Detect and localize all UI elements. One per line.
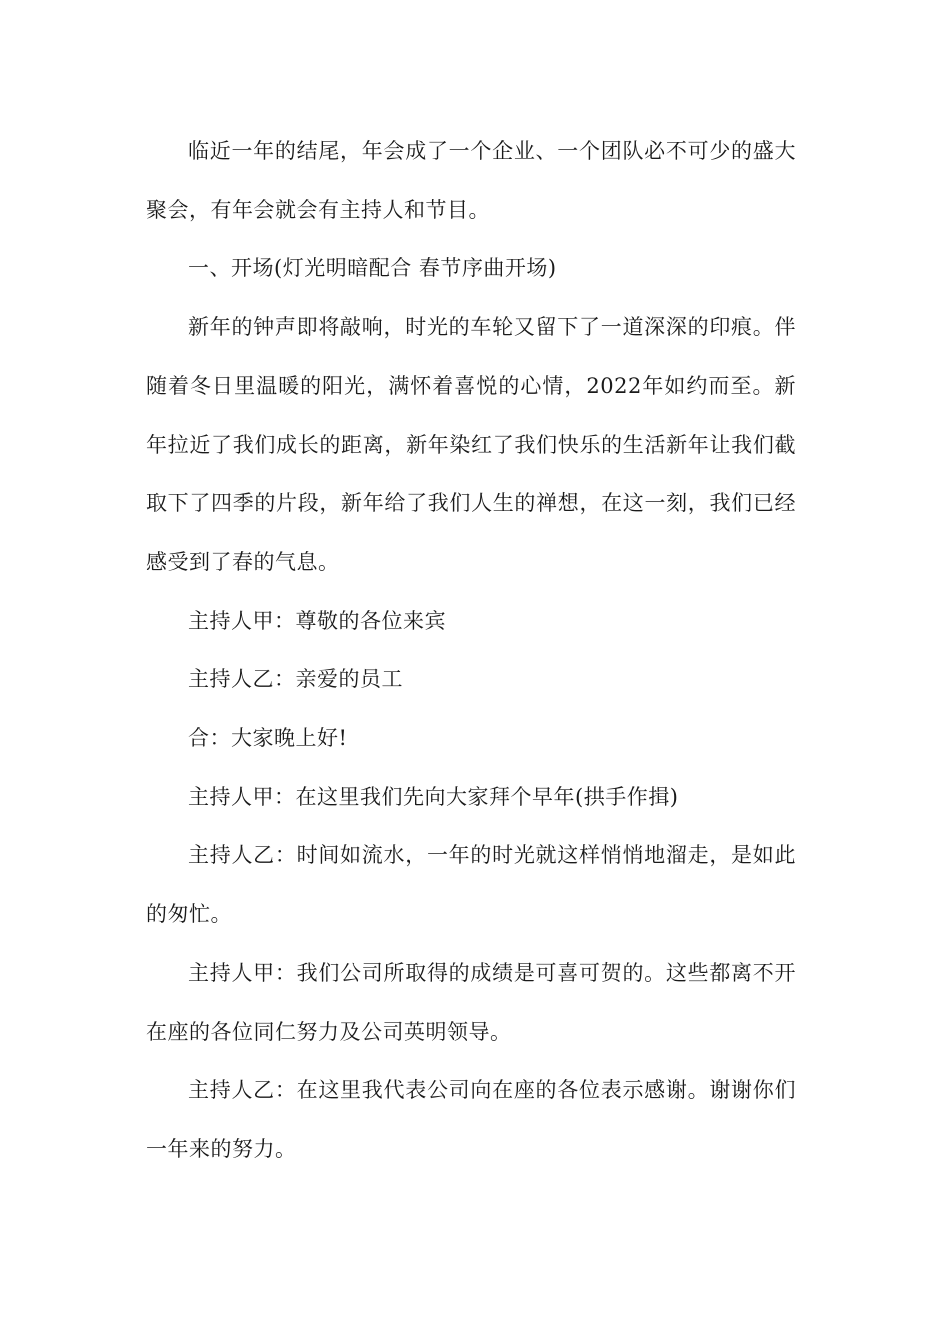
paragraph-host-a-3: 主持人甲：我们公司所取得的成绩是可喜可贺的。这些都离不开在座的各位同仁努力及公司英明领导。 xyxy=(146,960,796,1044)
paragraph-host-b-1: 主持人乙：亲爱的员工 xyxy=(188,667,403,692)
paragraph-section-heading: 一、开场(灯光明暗配合 春节序曲开场) xyxy=(188,256,557,281)
paragraph-opening-speech: 新年的钟声即将敲响，时光的车轮又留下了一道深深的印痕。伴随着冬日里温暖的阳光，满怀着喜悦的心情，2022年如约而至。新年拉近了我们成长的距离，新年染红了我们快乐的生活新年让我们截取下了四季的片段，新年给了我们人生的禅想，在这一刻，我们已经感受到了春的气息。 xyxy=(146,315,796,574)
paragraph-host-a-2: 主持人甲：在这里我们先向大家拜个早年(拱手作揖) xyxy=(188,784,679,809)
paragraph-host-a-1: 主持人甲：尊敬的各位来宾 xyxy=(188,608,446,633)
paragraph-together: 合：大家晚上好! xyxy=(188,726,348,751)
paragraph-host-b-2: 主持人乙：时间如流水，一年的时光就这样悄悄地溜走，是如此的匆忙。 xyxy=(146,843,796,927)
paragraph-host-b-3: 主持人乙：在这里我代表公司向在座的各位表示感谢。谢谢你们一年来的努力。 xyxy=(146,1078,796,1161)
paragraph-intro: 临近一年的结尾，年会成了一个企业、一个团队必不可少的盛大聚会，有年会就会有主持人和节目。 xyxy=(146,139,796,222)
document-body xyxy=(146,122,796,1179)
